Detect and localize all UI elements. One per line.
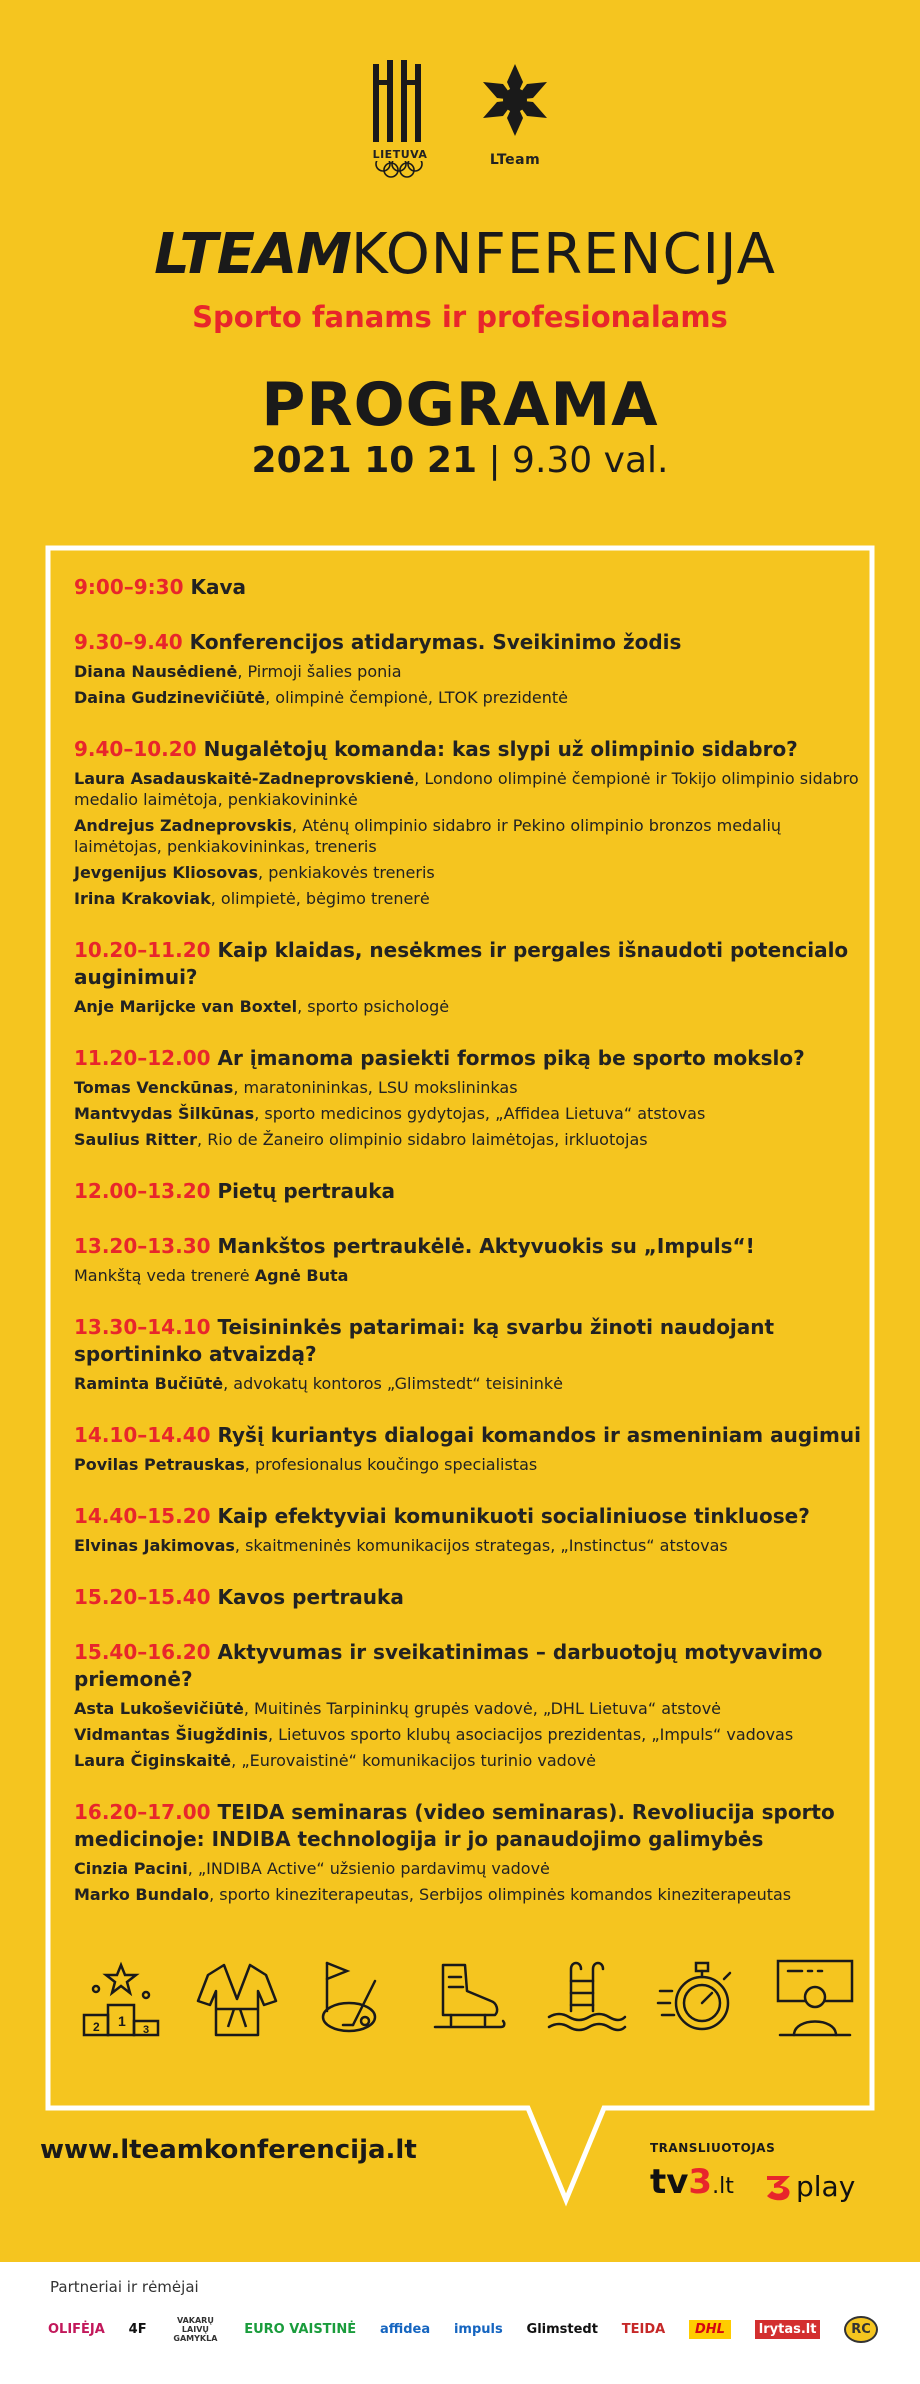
program-session (74, 1584, 864, 1611)
speaker-name: Cinzia Pacini (74, 1859, 188, 1878)
session-time: 14.10–14.40 (74, 1423, 211, 1447)
speaker-line (74, 1265, 864, 1286)
speaker-name: Marko Bundalo (74, 1885, 210, 1904)
3play-logo (764, 2170, 855, 2203)
podium-icon (78, 1955, 164, 2041)
session-title: Ryšį kuriantys dialogai komandos ir asmeniniam augimui (217, 1423, 861, 1447)
partners-label: Partneriai ir rėmėjai (50, 2278, 199, 2296)
session-time: 16.20–17.00 (74, 1800, 211, 1824)
event-date (0, 440, 920, 481)
play-text: play (796, 2170, 856, 2203)
speaker-name: Mantvydas Šilkūnas (74, 1104, 255, 1123)
speaker-line (74, 1724, 864, 1745)
time-value: 9.30 val. (512, 440, 669, 481)
session-time: 15.20–15.40 (74, 1585, 211, 1609)
session-heading (74, 937, 864, 991)
session-time: 9:00–9:30 (74, 575, 184, 599)
session-title: Teisininkės patarimai: ką svarbu žinoti naudojant sportininko atvaizdą? (74, 1315, 775, 1366)
speaker-name: Daina Gudzinevičiūtė (74, 688, 266, 707)
program-session (74, 1045, 864, 1150)
lietuva-label: LIETUVA (372, 148, 428, 161)
session-title: Kava (190, 575, 246, 599)
svg-text:1: 1 (118, 2013, 126, 2029)
partner-logo: Glimstedt (526, 2322, 598, 2337)
session-heading (74, 629, 864, 656)
conference-title (70, 222, 860, 287)
partner-logo: OLIFĖJA (48, 2322, 105, 2337)
session-heading (74, 1422, 864, 1449)
speaker-line (74, 687, 864, 708)
session-heading (74, 1314, 864, 1368)
session-time: 9.30–9.40 (74, 630, 183, 654)
program-session (74, 1799, 864, 1905)
program-session (74, 937, 864, 1017)
pool-ladder-icon (541, 1955, 627, 2041)
session-time: 10.20–11.20 (74, 938, 211, 962)
tv3-number: 3 (688, 2162, 713, 2202)
speaker-role: Mankštą veda trenerė (74, 1266, 255, 1285)
speaker-line (74, 1077, 864, 1098)
partner-logo: RC (844, 2316, 878, 2343)
session-heading (74, 574, 864, 601)
speaker-name: Irina Krakoviak (74, 889, 211, 908)
program-list (74, 574, 864, 1933)
kimono-icon (194, 1955, 280, 2041)
partners-row (48, 2316, 878, 2343)
speaker-name: Raminta Bučiūtė (74, 1374, 224, 1393)
speaker-line (74, 661, 864, 682)
svg-text:2: 2 (93, 2020, 100, 2034)
svg-text:3: 3 (143, 2024, 150, 2036)
speaker-line (74, 862, 864, 883)
program-session (74, 1314, 864, 1394)
speaker-line (74, 1884, 864, 1905)
tv3-domain: .lt (712, 2174, 734, 2199)
speaker-name: Laura Čiginskaitė (74, 1751, 232, 1770)
partner-logo: 4F (128, 2322, 147, 2337)
speaker-line (74, 1535, 864, 1556)
speaker-line (74, 1103, 864, 1124)
partners-section (0, 2262, 920, 2384)
tv3-logo (650, 2162, 734, 2202)
partner-logo: TEIDA (621, 2322, 666, 2337)
session-heading (74, 1584, 864, 1611)
speaker-line (74, 1454, 864, 1475)
speaker-line (74, 1373, 864, 1394)
session-time: 11.20–12.00 (74, 1046, 211, 1070)
session-time: 12.00–13.20 (74, 1179, 211, 1203)
speaker-name: Saulius Ritter (74, 1130, 198, 1149)
program-session (74, 1639, 864, 1771)
speaker-role: , Muitinės Tarpininkų grupės vadovė, „DHL Lietuva“ atstovė (243, 1699, 721, 1718)
program-session (74, 629, 864, 708)
stopwatch-icon (656, 1955, 742, 2041)
session-title: Ar įmanoma pasiekti formos piką be sporto mokslo? (217, 1046, 805, 1070)
speaker-name: Vidmantas Šiugždinis (74, 1725, 268, 1744)
logo-row (0, 60, 920, 168)
speaker-role: , sporto medicinos gydytojas, „Affidea Lietuva“ atstovas (254, 1104, 706, 1123)
speaker-role: , Pirmoji šalies ponia (237, 662, 402, 681)
session-heading (74, 1178, 864, 1205)
partner-logo: DHL (689, 2320, 731, 2339)
program-session (74, 1422, 864, 1475)
session-title: TEIDA seminaras (video seminaras). Revoliucija sporto medicinoje: INDIBA technologija ir jo panaudojimo galimybės (74, 1800, 835, 1851)
date-value: 2021 10 21 (251, 440, 477, 481)
partner-logo: VAKARŲ LAIVŲ GAMYKLA (173, 2316, 218, 2343)
date-separator: | (488, 440, 501, 481)
session-heading (74, 1639, 864, 1693)
speaker-role: , sporto kineziterapeutas, Serbijos olimpinės komandos kineziterapeutas (209, 1885, 792, 1904)
session-time: 13.30–14.10 (74, 1315, 211, 1339)
program-session (74, 1503, 864, 1556)
speaker-role: , skaitmeninės komunikacijos strategas, „Instinctus“ atstovas (234, 1536, 728, 1555)
sport-icons-row (78, 1955, 858, 2041)
speaker-role: , Lietuvos sporto klubų asociacijos prezidentas, „Impuls“ vadovas (267, 1725, 794, 1744)
partner-logo: lrytas.lt (755, 2320, 821, 2339)
speaker-line (74, 815, 864, 857)
session-time: 14.40–15.20 (74, 1504, 211, 1528)
speaker-role: , olimpinė čempionė, LTOK prezidentė (265, 688, 568, 707)
speaker-name: Diana Nausėdienė (74, 662, 238, 681)
program-session (74, 1178, 864, 1205)
session-heading (74, 1503, 864, 1530)
session-title: Aktyvumas ir sveikatinimas – darbuotojų motyvavimo priemonė? (74, 1640, 823, 1691)
lteam-logo (475, 60, 555, 168)
session-title: Konferencijos atidarymas. Sveikinimo žodis (189, 630, 682, 654)
speaker-role: , olimpietė, bėgimo trenerė (210, 889, 430, 908)
title-regular: KONFERENCIJA (351, 222, 776, 287)
session-heading (74, 736, 864, 763)
speaker-name: Tomas Venckūnas (74, 1078, 234, 1097)
session-time: 9.40–10.20 (74, 737, 197, 761)
tv3-text: tv (650, 2162, 689, 2202)
speaker-role: , Rio de Žaneiro olimpinio sidabro laimėtojas, irkluotojas (197, 1130, 648, 1149)
session-heading (74, 1233, 864, 1260)
snowflake-emblem-icon (475, 60, 555, 160)
speaker-line (74, 1858, 864, 1879)
speaker-role: , Atėnų olimpinio sidabro ir Pekino olimpinio bronzos medalių laimėtojas, penkiakovininkas, treneris (74, 816, 782, 856)
speaker-line (74, 1698, 864, 1719)
speaker-name: Jevgenijus Kliosovas (74, 863, 259, 882)
program-session (74, 574, 864, 601)
speaker-name: Agnė Buta (254, 1266, 349, 1285)
3play-number-icon (764, 2172, 794, 2202)
presenter-icon (772, 1955, 858, 2041)
program-session (74, 1233, 864, 1286)
partner-logo: affidea (379, 2322, 431, 2337)
speaker-line (74, 888, 864, 909)
session-heading (74, 1045, 864, 1072)
speaker-line (74, 996, 864, 1017)
speaker-role: , penkiakovės treneris (258, 863, 435, 882)
title-bold: LTEAM (154, 222, 352, 287)
speaker-name: Elvinas Jakimovas (74, 1536, 235, 1555)
speaker-role: , profesionalus koučingo specialistas (244, 1455, 538, 1474)
session-title: Kavos pertrauka (217, 1585, 404, 1609)
golf-icon (309, 1955, 395, 2041)
speaker-role: , „INDIBA Active“ užsienio pardavimų vadovė (187, 1859, 550, 1878)
partner-logo: impuls (453, 2322, 503, 2337)
speaker-role: , Londono olimpinė čempionė ir Tokijo olimpinio sidabro medalio laimėtoja, penkiakovininkė (74, 769, 859, 809)
session-time: 13.20–13.30 (74, 1234, 211, 1258)
speaker-role: , maratonininkas, LSU mokslininkas (233, 1078, 518, 1097)
speaker-name: Asta Lukoševičiūtė (74, 1699, 244, 1718)
session-title: Pietų pertrauka (217, 1179, 396, 1203)
speaker-line (74, 1129, 864, 1150)
speaker-line (74, 1750, 864, 1771)
subtitle: Sporto fanams ir profesionalams (192, 300, 728, 334)
website-link[interactable]: www.lteamkonferencija.lt (40, 2135, 417, 2165)
speaker-role: , advokatų kontoros „Glimstedt“ teisininkė (223, 1374, 563, 1393)
programa-heading: PROGRAMA (261, 370, 659, 440)
partner-logo: EURO VAISTINĖ (244, 2322, 357, 2337)
session-time: 15.40–16.20 (74, 1640, 211, 1664)
speaker-role: , sporto psichologė (297, 997, 450, 1016)
speaker-name: Povilas Petrauskas (74, 1455, 245, 1474)
session-heading (74, 1799, 864, 1853)
speaker-name: Andrejus Zadneprovskis (74, 816, 292, 835)
speaker-role: , „Eurovaistinė“ komunikacijos turinio vadovė (231, 1751, 596, 1770)
speaker-name: Laura Asadauskaitė-Zadneprovskienė (74, 769, 415, 788)
program-session (74, 736, 864, 909)
session-title: Nugalėtojų komanda: kas slypi už olimpinio sidabro? (203, 737, 798, 761)
lteam-label: LTeam (489, 152, 541, 168)
speaker-line (74, 768, 864, 810)
session-title: Mankštos pertraukėlė. Aktyvuokis su „Impuls“! (217, 1234, 755, 1258)
session-title: Kaip efektyviai komunikuoti socialiniuose tinkluose? (217, 1504, 810, 1528)
broadcaster-label: TRANSLIUOTOJAS (650, 2141, 776, 2155)
speaker-name: Anje Marijcke van Boxtel (74, 997, 298, 1016)
session-title: Kaip klaidas, nesėkmes ir pergales išnaudoti potencialo auginimui? (74, 938, 849, 989)
lietuva-olympic-logo (365, 60, 435, 168)
skate-icon (425, 1955, 511, 2041)
